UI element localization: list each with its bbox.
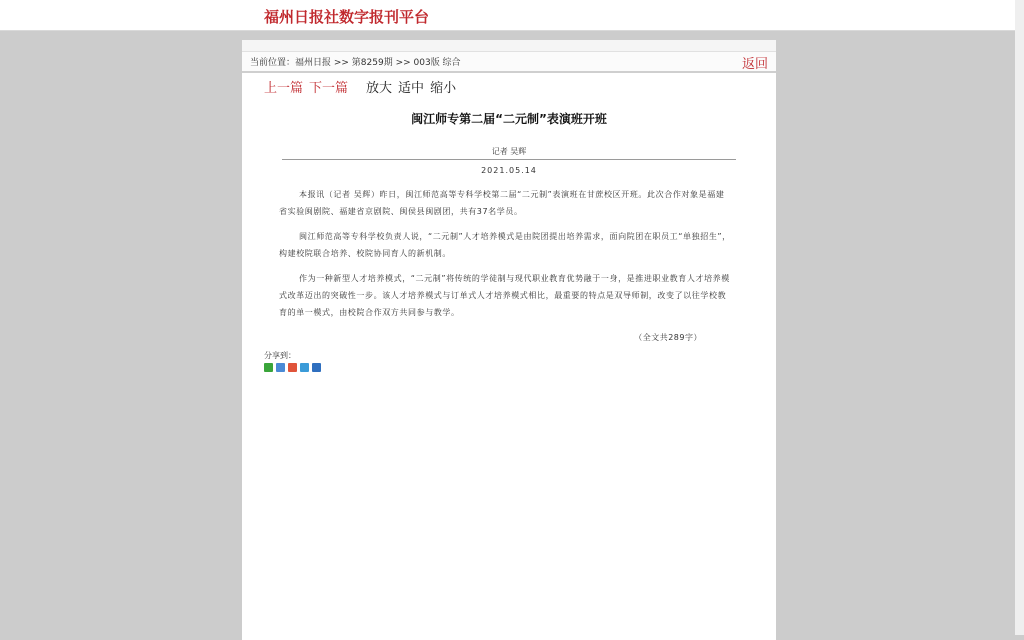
article-date: 2021.05.14	[481, 166, 537, 175]
article-paragraph: 闽江师范高等专科学校负责人说，“二元制”人才培养模式是由院团提出培养需求，面向院团在职员工“单独招生”，构建校院联合培养、校院协同育人的新机制。	[279, 232, 731, 258]
article-paragraph: 作为一种新型人才培养模式，“二元制”将传统的学徒制与现代职业教育优势融于一身，是推进职业教育人才培养模式改革迈出的突破性一步。该人才培养模式与订单式人才培养模式相比，最重要的特点是双导师制，改变了以往学校教育的单一模式，由校院合作双方共同参与教学。	[279, 274, 730, 317]
scrollbar-track[interactable]	[1015, 0, 1024, 635]
zoom-fit-link[interactable]: 适中	[398, 81, 425, 96]
article-author: 记者 吴辉	[491, 147, 527, 156]
share-icons	[264, 363, 324, 372]
renren-share-icon[interactable]	[312, 363, 321, 372]
zoom-out-link[interactable]: 缩小	[430, 81, 457, 96]
breadcrumb	[242, 52, 776, 73]
site-title[interactable]: 福州日报社数字报刊平台	[264, 8, 430, 26]
article-paragraph: 本报讯（记者 吴辉）昨日，闽江师范高等专科学校第二届“二元制”表演班在甘蔗校区开班。此次合作对象是福建省实验闽剧院、福建省京剧院、闽侯县闽剧团，共有37名学员。	[279, 190, 725, 216]
weibo-share-icon[interactable]	[288, 363, 297, 372]
next-article-link[interactable]: 下一篇	[309, 81, 349, 96]
wechat-share-icon[interactable]	[264, 363, 273, 372]
title-divider	[282, 159, 736, 160]
prev-article-link[interactable]: 上一篇	[264, 81, 304, 96]
back-link[interactable]: 返回	[741, 57, 768, 72]
article-nav	[264, 77, 462, 96]
breadcrumb-text: 当前位置：福州日报 >> 第8259期 >> 003版 综合	[250, 58, 461, 68]
zoom-in-link[interactable]: 放大	[366, 81, 393, 96]
article-body	[279, 186, 731, 329]
top-header-bar	[0, 0, 1024, 31]
article-panel	[242, 40, 776, 640]
tencent-share-icon[interactable]	[300, 363, 309, 372]
word-count: （全文共289字）	[634, 333, 702, 342]
qzone-share-icon[interactable]	[276, 363, 285, 372]
share-label: 分享到：	[264, 351, 296, 360]
panel-top-strip	[242, 40, 776, 52]
article-title: 闽江师专第二届“二元制”表演班开班	[411, 112, 607, 126]
